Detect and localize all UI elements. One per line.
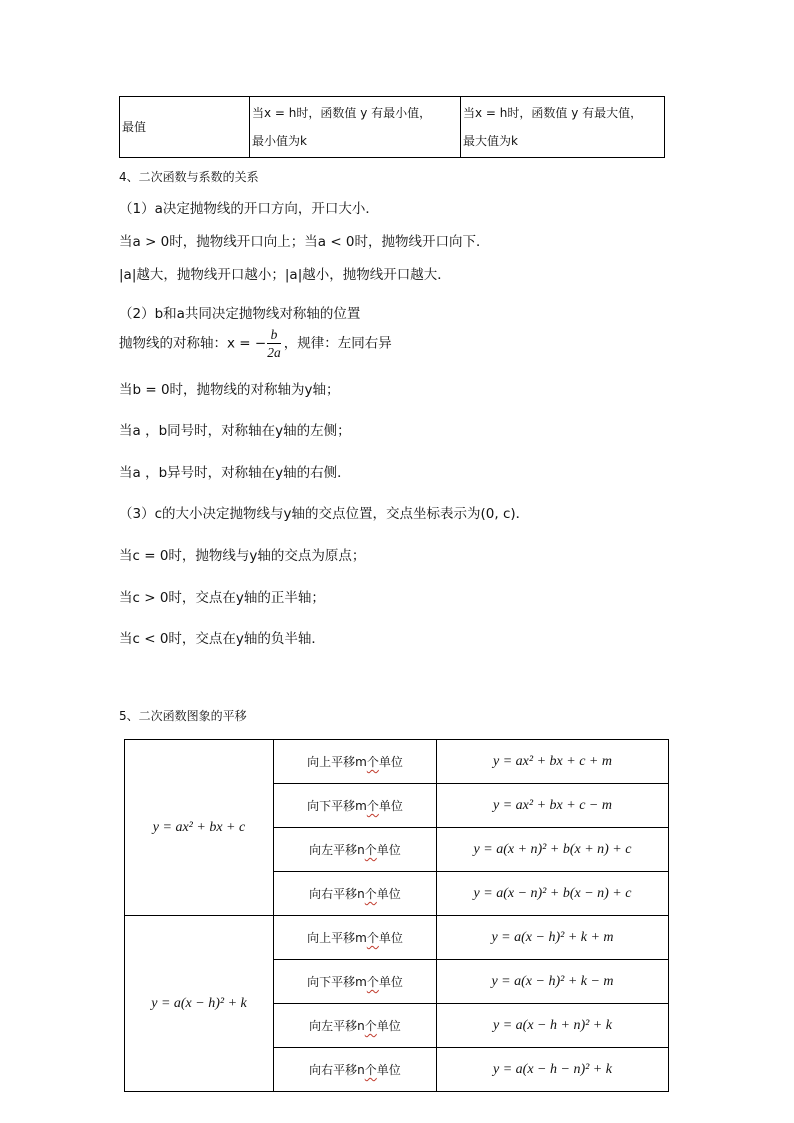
p3-rule-zero: 当c = 0时，抛物线与y轴的交点为原点；	[119, 548, 366, 564]
shift-formula: y = a(x − n)² + b(x − n) + c	[437, 872, 669, 916]
max-line-2: 最大值为k	[463, 134, 518, 148]
extremum-table	[119, 96, 665, 158]
p3-rule-negative: 当c < 0时，交点在y轴的负半轴．	[119, 631, 325, 647]
table-row	[120, 97, 665, 158]
fraction-denominator: 2a	[267, 345, 281, 360]
p2-rule-same-sign: 当a ，b同号时，对称轴在y轴的左侧；	[119, 423, 351, 439]
shift-label: 向上平移m个单位	[274, 740, 437, 784]
p2-rule-diff-sign: 当a ，b异号时，对称轴在y轴的右侧．	[119, 465, 351, 481]
table-row	[125, 916, 669, 960]
base-formula-vertex: y = a(x − h)² + k	[125, 916, 274, 1092]
shift-formula: y = a(x − h)² + k + m	[437, 916, 669, 960]
p2-title: （2）b和a共同决定抛物线对称轴的位置	[119, 306, 361, 322]
shift-label: 向右平移n个单位	[274, 1048, 437, 1092]
translation-table	[124, 739, 669, 1092]
axis-fraction	[267, 326, 281, 361]
shift-formula: y = a(x − h + n)² + k	[437, 1004, 669, 1048]
max-line-1: 当x = h时，函数值 y 有最大值，	[463, 106, 643, 120]
shift-label: 向上平移m个单位	[274, 916, 437, 960]
fraction-numerator: b	[267, 326, 281, 344]
section4-title: 4、二次函数与系数的关系	[119, 170, 259, 184]
min-line-1: 当x = h时，函数值 y 有最小值，	[252, 106, 432, 120]
p3-title: （3）c的大小决定抛物线与y轴的交点位置，交点坐标表示为(0, c)．	[119, 506, 530, 522]
p1-size-rule: |a|越大，抛物线开口越小；|a|越小，抛物线开口越大．	[119, 267, 451, 283]
axis-formula	[119, 326, 392, 361]
p3-rule-positive: 当c > 0时，交点在y轴的正半轴；	[119, 590, 325, 606]
p1-title: （1）a决定抛物线的开口方向，开口大小．	[119, 201, 379, 217]
shift-formula: y = a(x + n)² + b(x + n) + c	[437, 828, 669, 872]
table-row	[125, 740, 669, 784]
shift-label: 向下平移m个单位	[274, 784, 437, 828]
shift-label: 向下平移m个单位	[274, 960, 437, 1004]
shift-formula: y = ax² + bx + c + m	[437, 740, 669, 784]
shift-label: 向左平移n个单位	[274, 828, 437, 872]
axis-suffix: ，规律：左同右异	[283, 335, 392, 352]
base-formula-standard: y = ax² + bx + c	[125, 740, 274, 916]
shift-formula: y = ax² + bx + c − m	[437, 784, 669, 828]
min-line-2: 最小值为k	[252, 134, 307, 148]
p2-rule-zero: 当b = 0时，抛物线的对称轴为y轴；	[119, 382, 340, 398]
extremum-label: 最值	[120, 97, 250, 158]
shift-label: 向右平移n个单位	[274, 872, 437, 916]
p1-sign-rule: 当a > 0时，抛物线开口向上；当a < 0时，抛物线开口向下．	[119, 234, 490, 250]
max-value-cell	[461, 97, 665, 158]
shift-formula: y = a(x − h)² + k − m	[437, 960, 669, 1004]
min-value-cell	[250, 97, 461, 158]
shift-formula: y = a(x − h − n)² + k	[437, 1048, 669, 1092]
axis-prefix: 抛物线的对称轴：x = −	[119, 335, 267, 352]
shift-label: 向左平移n个单位	[274, 1004, 437, 1048]
section5-title: 5、二次函数图象的平移	[119, 709, 247, 723]
